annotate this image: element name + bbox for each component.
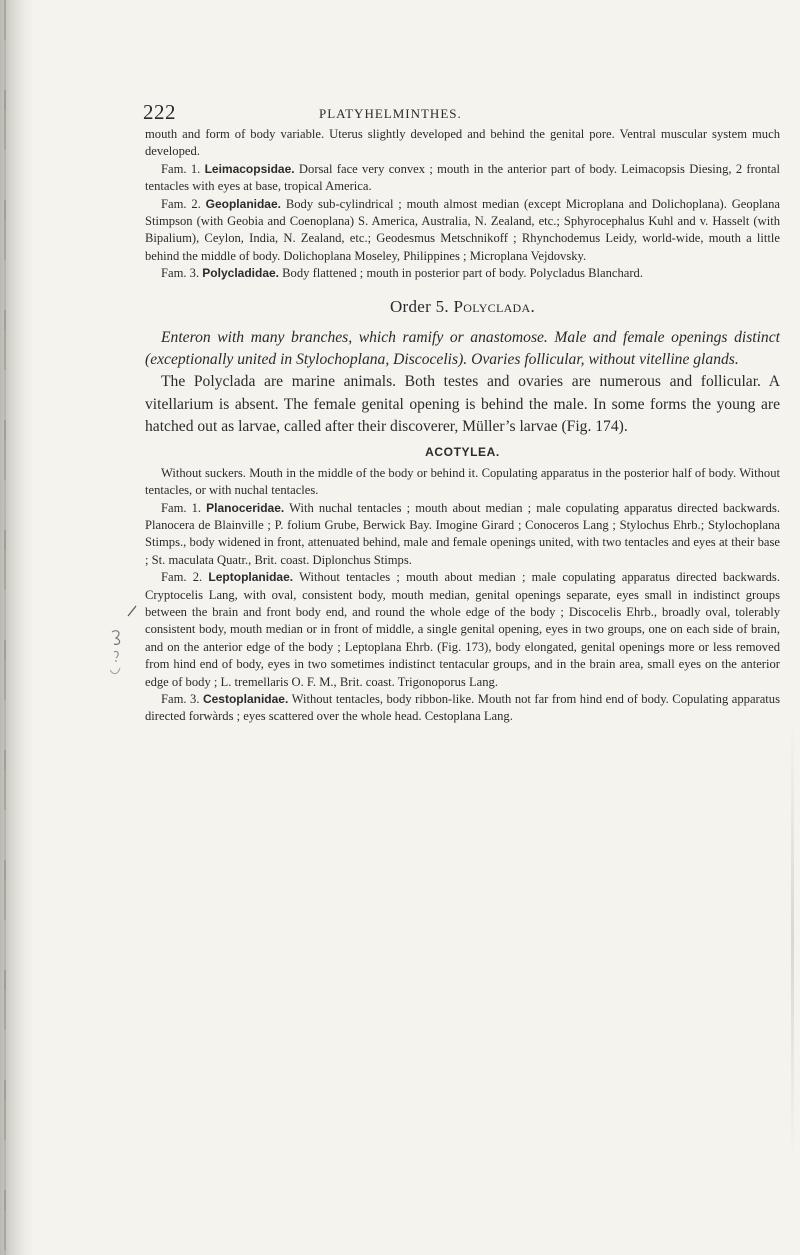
suborder-heading: ACOTYLEA.	[425, 444, 500, 459]
family-text: Without tentacles, body ribbon-like. Mouth not far from hind end of body. Copulating apparatus directed forwàrds ; eyes scattered over the whole head. Cestoplana Lang.	[145, 691, 781, 724]
family-text: Body sub-cylindrical ; mouth almost median (except Microplana and Dolichoplana). Geoplana Stimpson (with Geobia and Coenoplana) S. America, Australia, N. Zealand, etc.; Sphyrocephalus Kuhl and v. Hasselt (with Bipalium), Ceylon, India, N. Zealand, etc.; Geodesmus Metschnikoff ; Rhynchodemus Leidy, world-wide, mouth a little behind the middle of body. Dolichoplana Moseley, Philippines ; Microplana Vejdovsky.	[145, 196, 780, 263]
family-name: Polycladidae.	[202, 266, 279, 281]
family-planoceridae	[145, 500, 780, 570]
family-label: Fam. 2.	[161, 570, 203, 585]
family-text: With nuchal tentacles ; mouth about median ; male copulating apparatus directed backwards. Planocera de Blainville ; P. folium Grube, Berwick Bay. Imogine Girard ; Conoceros Lang ; Stylochus Ehrb.; Stylochoplana Stimps., body widened in front, attenuated behind, male and female openings united, with two tentacles and eyes at their base ; St. maculata Quatr., Brit. coast. Diplonchus Stimps.	[145, 500, 781, 567]
page-edge-mark	[791, 720, 794, 1160]
family-leimacopsidae	[145, 161, 780, 196]
family-name: Planoceridae.	[206, 500, 285, 515]
family-geoplanidae	[145, 196, 780, 266]
family-polycladidae	[145, 265, 780, 282]
family-name: Leimacopsidae.	[204, 161, 295, 176]
family-name: Leptoplanidae.	[208, 570, 294, 585]
order-prefix: Order 5.	[389, 296, 449, 316]
book-page	[145, 100, 780, 726]
family-label: Fam. 2.	[161, 196, 201, 211]
order-general-description: The Polyclada are marine animals. Both testes and ovaries are numerous and follicular. A vitellarium is absent. The female genital opening is behind the male. In some forms the young are hatched out as larvae, called after their discoverer, Müller’s larvae (Fig. 174).	[145, 373, 780, 436]
family-label: Fam. 1.	[161, 161, 201, 176]
book-gutter-shadow	[0, 0, 34, 1255]
family-label: Fam. 1.	[161, 500, 202, 515]
running-title: PLATYHELMINTHES.	[319, 106, 462, 121]
family-text: Dorsal face very convex ; mouth in the anterior part of body. Leimacopsis Diesing, 2 frontal tentacles with eyes at base, tropical America.	[145, 161, 780, 194]
page-number: 222	[143, 100, 176, 124]
order-heading	[145, 297, 780, 317]
family-label: Fam. 3.	[161, 691, 200, 706]
family-name: Cestoplanidae.	[202, 691, 289, 706]
intro-paragraph: mouth and form of body variable. Uterus slightly developed and behind the genital pore. Ventral muscular system much developed.	[145, 127, 780, 159]
pencil-margin-marks	[110, 600, 150, 680]
order-name: Polyclada.	[453, 296, 536, 316]
page-header	[145, 100, 780, 126]
family-name: Geoplanidae.	[205, 196, 281, 211]
family-text: Body flattened ; mouth in posterior part of body. Polycladus Blanchard.	[282, 266, 643, 281]
suborder-description: Without suckers. Mouth in the middle of the body or behind it. Copulating apparatus in the posterior half of body. Without tentacles, or with nuchal tentacles.	[145, 465, 780, 498]
family-cestoplanidae	[145, 691, 780, 726]
order-diagnosis: Enteron with many branches, which ramify or anastomose. Male and female openings distinct (exceptionally united in Stylochoplana, Discocelis). Ovaries follicular, without vitelline glands.	[145, 328, 780, 369]
family-leptoplanidae	[145, 569, 780, 691]
family-label: Fam. 3.	[161, 266, 200, 281]
family-text: Without tentacles ; mouth about median ; male copulating apparatus directed backwards. Cryptocelis Lang, with oval, consistent body, mouth median, genital openings separate, eyes small in indistinct groups between the brain and front body end, and round the whole edge of the body ; Discocelis Ehrb., broadly oval, tolerably consistent body, mouth median or in front of middle, a single genital opening, eyes in two groups, one on each side of brain, and on the anterior edge of the body ; Leptoplana Ehrb. (Fig. 173), body elongated, genital openings more or less removed from hind end of body, eyes in two sometimes indistinct tentacular groups, and in the brain area, small eyes on the anterior edge of body ; L. tremellaris O. F. M., Brit. coast. Trigonoporus Lang.	[145, 570, 780, 689]
